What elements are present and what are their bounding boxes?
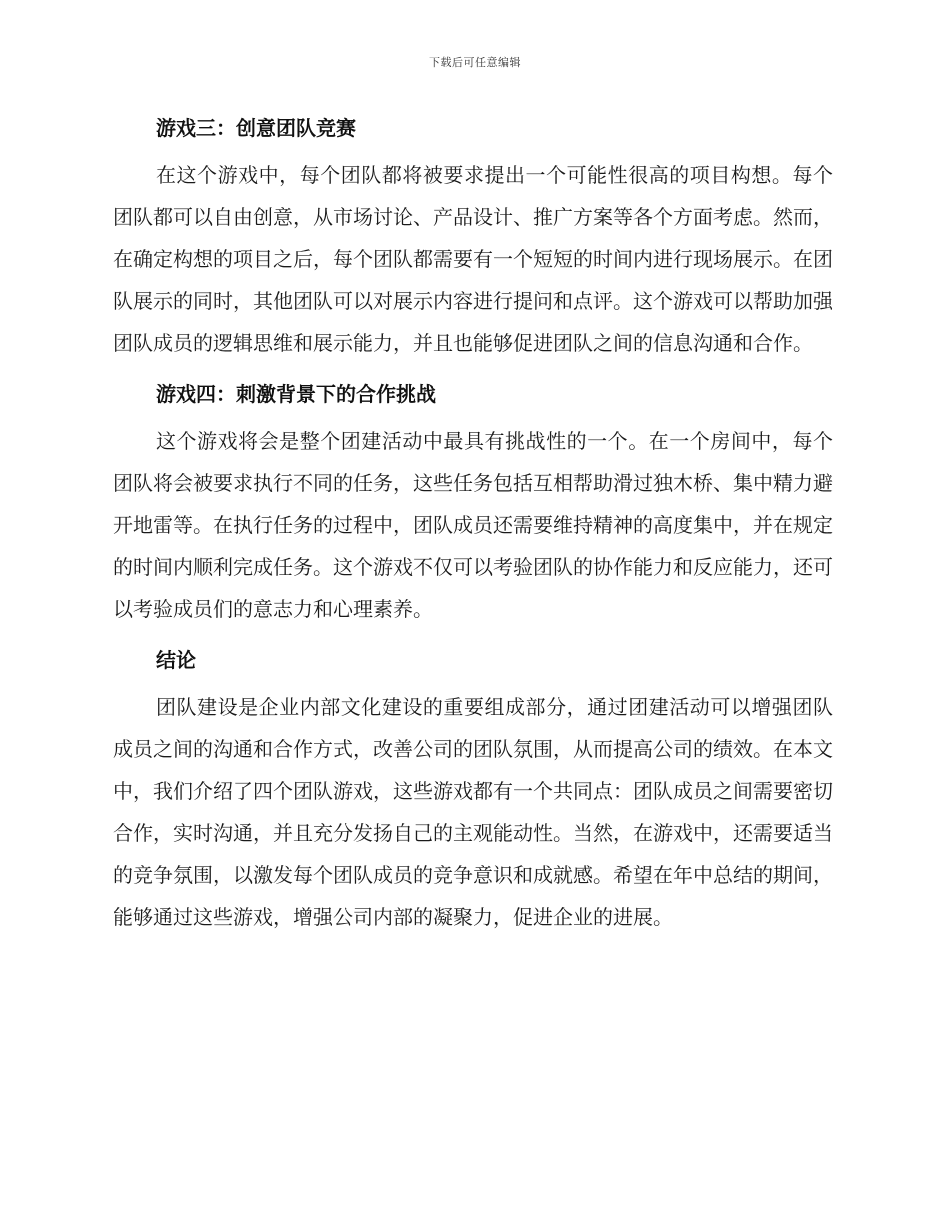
section-heading: 游戏四：刺激背景下的合作挑战	[156, 382, 436, 406]
document-body	[113, 108, 833, 948]
page-header: 下载后可任意编辑	[429, 56, 521, 69]
section-paragraph: 团队建设是企业内部文化建设的重要组成部分，通过团建活动可以增强团队成员之间的沟通和合作方式，改善公司的团队氛围，从而提高公司的绩效。在本文中，我们介绍了四个团队游戏，这些游戏都有一个共同点：团队成员之间需要密切合作，实时沟通，并且充分发扬自己的主观能动性。当然，在游戏中，还需要适当的竞争氛围，以激发每个团队成员的竞争意识和成就感。希望在年中总结的期间，能够通过这些游戏，增强公司内部的凝聚力，促进企业的进展。	[113, 695, 833, 929]
section-paragraph: 在这个游戏中，每个团队都将被要求提出一个可能性很高的项目构想。每个团队都可以自由创意，从市场讨论、产品设计、推广方案等各个方面考虑。然而，在确定构想的项目之后，每个团队都需要有一个短短的时间内进行现场展示。在团队展示的同时，其他团队可以对展示内容进行提问和点评。这个游戏可以帮助加强团队成员的逻辑思维和展示能力，并且也能够促进团队之间的信息沟通和合作。	[113, 163, 833, 355]
section-heading: 游戏三：创意团队竞赛	[156, 116, 356, 140]
section-paragraph: 这个游戏将会是整个团建活动中最具有挑战性的一个。在一个房间中，每个团队将会被要求执行不同的任务，这些任务包括互相帮助滑过独木桥、集中精力避开地雷等。在执行任务的过程中，团队成员还需要维持精神的高度集中，并在规定的时间内顺利完成任务。这个游戏不仅可以考验团队的协作能力和反应能力，还可以考验成员们的意志力和心理素养。	[113, 429, 833, 621]
section-game-three	[113, 108, 833, 364]
section-game-four	[113, 374, 833, 630]
section-heading: 结论	[156, 648, 196, 672]
section-conclusion	[113, 640, 833, 938]
